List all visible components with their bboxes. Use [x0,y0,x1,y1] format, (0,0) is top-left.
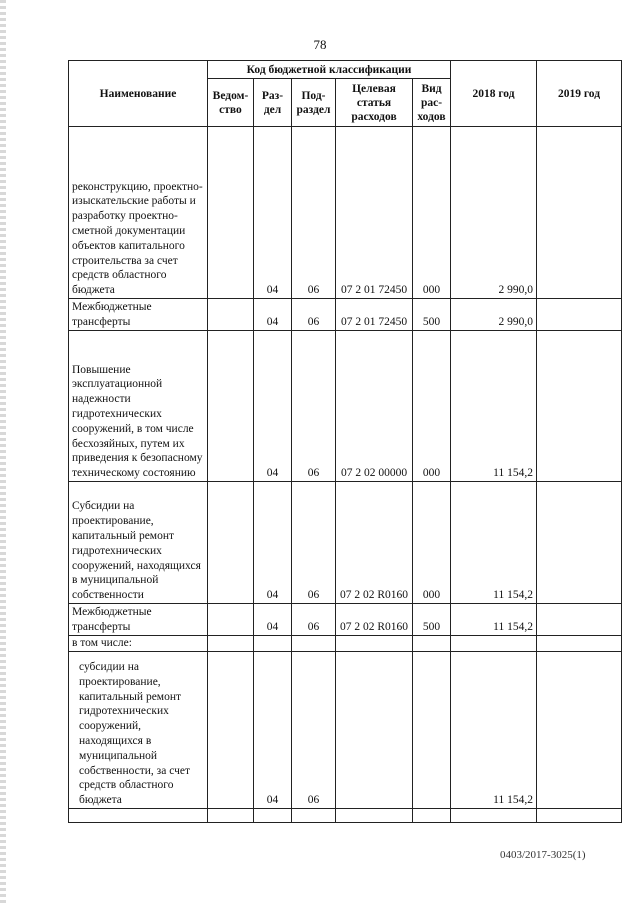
row-vr [413,636,451,652]
row-2019 [537,299,622,331]
header-vr: Вид рас-ходов [413,79,451,127]
table-row [69,636,622,652]
row-vr: 500 [413,604,451,636]
row-2019 [537,604,622,636]
header-2018: 2018 год [451,61,537,127]
row-podrazdel: 06 [292,299,336,331]
row-podrazdel: 06 [292,652,336,809]
table-row [69,482,622,604]
row-vedomstvo [208,652,254,809]
table-row [69,604,622,636]
header-csr: Целевая статья расходов [336,79,413,127]
row-2018: 11 154,2 [451,482,537,604]
row-vr [413,652,451,809]
row-podrazdel: 06 [292,482,336,604]
blank-cell [413,809,451,823]
row-vr: 000 [413,127,451,299]
row-2018: 11 154,2 [451,331,537,482]
row-csr: 07 2 02 R0160 [336,482,413,604]
row-razdel: 04 [254,331,292,482]
row-csr: 07 2 01 72450 [336,299,413,331]
row-2019 [537,331,622,482]
row-2018: 2 990,0 [451,127,537,299]
row-razdel: 04 [254,604,292,636]
row-vedomstvo [208,127,254,299]
row-vedomstvo [208,299,254,331]
row-name: субсидии на проектирование, капитальный ремонт гидротехнических сооружений, находящихся в муниципальной собственности, за счет средств областного бюджета [69,652,208,809]
row-name: Межбюджетные трансферты [69,604,208,636]
table-row-blank [69,809,622,823]
header-name: Наименование [69,61,208,127]
row-name: Повышение эксплуатационной надежности гидротехнических сооружений, в том числе бесхозяйных, путем их приведения к безопасному техническому состоянию [69,331,208,482]
row-2019 [537,127,622,299]
row-name: Межбюджетные трансферты [69,299,208,331]
row-vr: 000 [413,482,451,604]
row-2018: 2 990,0 [451,299,537,331]
row-podrazdel [292,636,336,652]
table-row [69,652,622,809]
document-code: 0403/2017-3025(1) [500,849,586,861]
header-podrazdel: Под-раздел [292,79,336,127]
row-2019 [537,482,622,604]
blank-cell [254,809,292,823]
header-vedomstvo: Ведом-ство [208,79,254,127]
row-podrazdel: 06 [292,604,336,636]
row-2019 [537,636,622,652]
blank-cell [69,809,208,823]
row-podrazdel: 06 [292,331,336,482]
row-razdel: 04 [254,299,292,331]
row-csr: 07 2 02 00000 [336,331,413,482]
row-razdel: 04 [254,127,292,299]
row-vr: 500 [413,299,451,331]
row-csr: 07 2 02 R0160 [336,604,413,636]
row-2019 [537,652,622,809]
row-vr: 000 [413,331,451,482]
row-2018: 11 154,2 [451,604,537,636]
row-vedomstvo [208,636,254,652]
blank-cell [208,809,254,823]
table-row [69,299,622,331]
blank-cell [537,809,622,823]
blank-cell [336,809,413,823]
row-vedomstvo [208,604,254,636]
blank-cell [451,809,537,823]
row-csr: 07 2 01 72450 [336,127,413,299]
blank-cell [292,809,336,823]
header-razdel: Раз-дел [254,79,292,127]
scan-edge [0,0,6,905]
row-name: в том числе: [69,636,208,652]
table-row [69,331,622,482]
header-classification: Код бюджетной классификации [208,61,451,79]
page-number: 78 [313,37,327,52]
row-2018 [451,636,537,652]
header-2019: 2019 год [537,61,622,127]
row-razdel: 04 [254,482,292,604]
row-vedomstvo [208,482,254,604]
row-razdel: 04 [254,652,292,809]
row-csr [336,652,413,809]
row-vedomstvo [208,331,254,482]
row-name: реконструкцию, проектно-изыскательские работы и разработку проектно-сметной документации объектов капитального строительства за счет средств областного бюджета [69,127,208,299]
row-name: Субсидии на проектирование, капитальный ремонт гидротехнических сооружений, находящихся в муниципальной собственности [69,482,208,604]
row-csr [336,636,413,652]
table-row [69,127,622,299]
row-2018: 11 154,2 [451,652,537,809]
row-podrazdel: 06 [292,127,336,299]
row-razdel [254,636,292,652]
budget-table [68,60,622,823]
